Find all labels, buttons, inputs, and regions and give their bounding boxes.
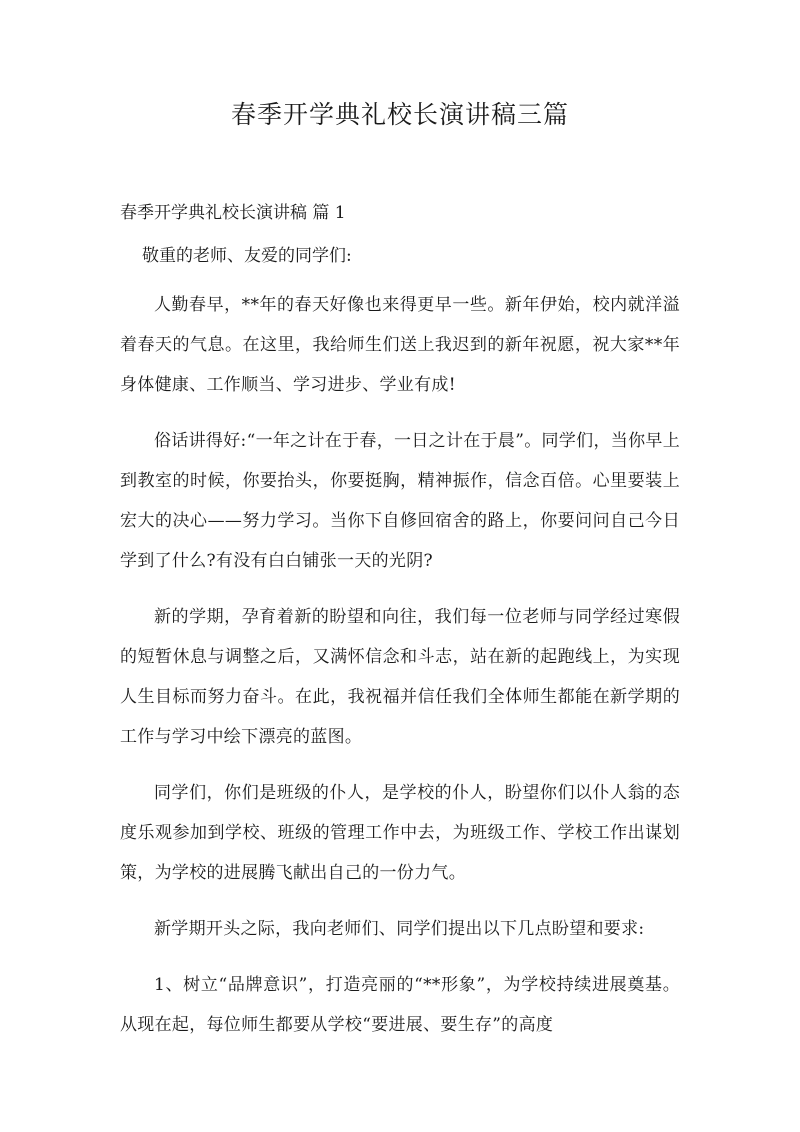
paragraph: 1、树立“品牌意识”，打造亮丽的“**形象”，为学校持续进展奠基。从现在起，每位师生都要从学校“要进展、要生存”的高度 [120,975,680,1035]
paragraph: 新学期开头之际，我向老师们、同学们提出以下几点盼望和要求: [154,919,645,939]
section-heading: 春季开学典礼校长演讲稿 篇 1 [120,203,346,223]
paragraph: 俗话讲得好:“一年之计在于春，一日之计在于晨”。同学们，当你早上到教室的时候，你要抬头，你要挺胸，精神振作，信念百倍。心里要装上宏大的决心——努力学习。当你下自修回宿舍的路上，你要问问自己今日学到了什么?有没有白白铺张一天的光阴? [120,431,680,571]
body-text [120,285,680,1061]
document-title: 春季开学典礼校长演讲稿三篇 [230,100,569,129]
paragraph: 同学们，你们是班级的仆人，是学校的仆人，盼望你们以仆人翁的态度乐观参加到学校、班级的管理工作中去，为班级工作、学校工作出谋划策，为学校的进展腾飞献出自己的一份力气。 [120,783,680,883]
salutation: 敬重的老师、友爱的同学们: [142,246,352,266]
paragraph: 新的学期，孕育着新的盼望和向往，我们每一位老师与同学经过寒假的短暂休息与调整之后，又满怀信念和斗志，站在新的起跑线上，为实现人生目标而努力奋斗。在此，我祝福并信任我们全体师生都能在新学期的工作与学习中绘下漂亮的蓝图。 [120,607,680,747]
paragraph: 人勤春早，**年的春天好像也来得更早一些。新年伊始，校内就洋溢着春天的气息。在这里，我给师生们送上我迟到的新年祝愿，祝大家**年身体健康、工作顺当、学习进步、学业有成! [120,295,680,395]
